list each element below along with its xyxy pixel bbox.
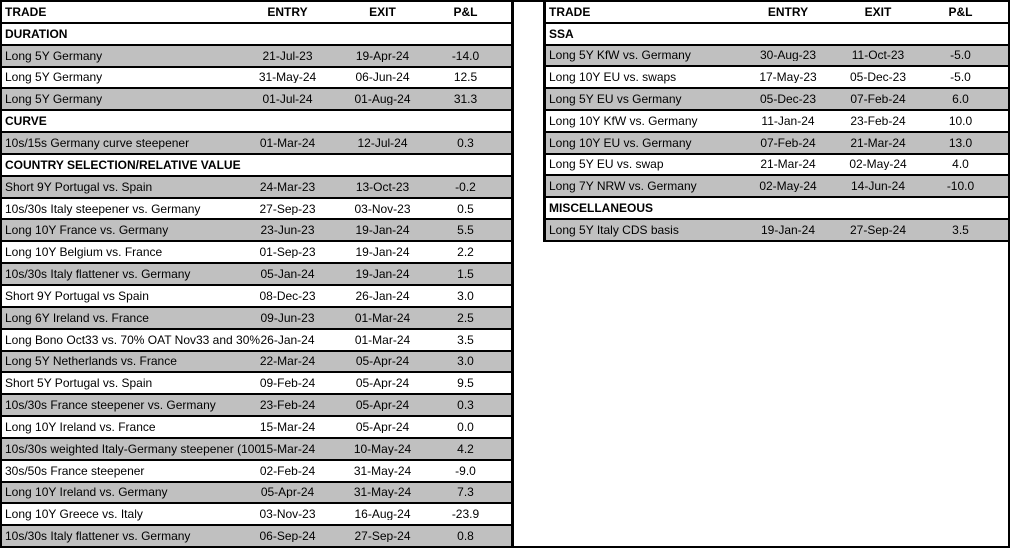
trade-row: [2, 264, 511, 286]
exit-date-cell: 12-Jul-24: [357, 136, 408, 149]
entry-date-cell: 09-Feb-24: [259, 377, 316, 390]
pnl-value-cell: 3.0: [457, 355, 474, 368]
trade-row: [546, 89, 1008, 111]
trade-row: [2, 89, 511, 111]
trade-name-cell: 10s/30s Italy flattener vs. Germany: [5, 267, 191, 282]
pnl-value-cell: 4.2: [457, 442, 474, 455]
entry-date-cell: 15-Mar-24: [259, 442, 316, 455]
pnl-value-cell: 3.5: [952, 223, 969, 236]
trade-name-cell: Long 5Y EU vs Germany: [549, 92, 682, 107]
trade-name-cell: Long 7Y NRW vs. Germany: [549, 179, 697, 194]
exit-date-cell: 19-Jan-24: [355, 246, 410, 259]
exit-date-cell: 27-Sep-24: [354, 530, 411, 543]
pnl-value-cell: 7.3: [457, 486, 474, 499]
trade-name-cell: Long 6Y Ireland vs. France: [5, 310, 149, 325]
trade-name-cell: Short 9Y Portugal vs. Spain: [5, 179, 153, 194]
entry-date-cell: 15-Mar-24: [259, 420, 316, 433]
trade-row: [2, 286, 511, 308]
exit-date-cell: 05-Apr-24: [355, 420, 410, 433]
trade-name-cell: Long Bono Oct33 vs. 70% OAT Nov33 and 30%: [5, 332, 261, 347]
entry-date-cell: 19-Jan-24: [760, 223, 816, 236]
exit-date-cell: 10-May-24: [353, 442, 412, 455]
trade-name-cell: Long 5Y Germany: [5, 70, 103, 85]
trade-row: [2, 133, 511, 155]
entry-date-cell: 07-Feb-24: [760, 136, 816, 149]
trade-name-cell: Long 5Y KfW vs. Germany: [549, 48, 691, 63]
section-title: COUNTRY SELECTION/RELATIVE VALUE: [5, 158, 241, 171]
exit-date-cell: 01-Mar-24: [354, 333, 411, 346]
pnl-value-cell: 13.0: [948, 136, 973, 149]
entry-date-cell: 01-Mar-24: [259, 136, 316, 149]
entry-date-cell: 23-Feb-24: [259, 399, 316, 412]
exit-date-cell: 01-Mar-24: [354, 311, 411, 324]
pnl-value-cell: 10.0: [948, 114, 973, 127]
exit-date-cell: 21-Mar-24: [850, 136, 906, 149]
column-header-pnl: P&L: [453, 5, 478, 18]
trade-name-cell: Short 5Y Portugal vs. Spain: [5, 376, 153, 391]
pnl-value-cell: 5.5: [457, 224, 474, 237]
trade-name-cell: Long 10Y Greece vs. Italy: [5, 507, 143, 522]
pnl-value-cell: 0.3: [457, 399, 474, 412]
trade-name-cell: 10s/30s Italy steepener vs. Germany: [5, 201, 201, 216]
pnl-value-cell: 0.8: [457, 530, 474, 543]
entry-date-cell: 23-Jun-23: [260, 224, 315, 237]
entry-date-cell: 22-Mar-24: [259, 355, 316, 368]
trade-name-cell: Long 10Y EU vs. Germany: [549, 135, 692, 150]
pnl-value-cell: 4.0: [952, 158, 969, 171]
pnl-value-cell: 3.5: [457, 333, 474, 346]
pnl-value-cell: 0.0: [457, 420, 474, 433]
entry-date-cell: 24-Mar-23: [259, 180, 316, 193]
entry-date-cell: 31-May-24: [258, 71, 317, 84]
pnl-value-cell: -10.0: [946, 180, 975, 193]
trade-name-cell: Long 10Y Belgium vs. France: [5, 245, 163, 260]
exit-date-cell: 31-May-24: [353, 486, 412, 499]
column-header-entry: ENTRY: [767, 5, 809, 18]
trade-name-cell: Short 9Y Portugal vs Spain: [5, 288, 149, 303]
trade-name-cell: Long 10Y EU vs. swaps: [549, 70, 677, 85]
trade-row: [2, 242, 511, 264]
column-header-trade: TRADE: [549, 4, 591, 19]
exit-date-cell: 31-May-24: [353, 464, 412, 477]
exit-date-cell: 19-Jan-24: [355, 268, 410, 281]
pnl-value-cell: 2.5: [457, 311, 474, 324]
pnl-value-cell: -14.0: [451, 49, 480, 62]
trade-row: [2, 199, 511, 221]
trade-name-cell: Long 5Y Italy CDS basis: [549, 222, 679, 237]
trade-name-cell: 10s/30s France steepener vs. Germany: [5, 398, 216, 413]
entry-date-cell: 05-Apr-24: [260, 486, 315, 499]
trade-row: [546, 133, 1008, 155]
trade-name-cell: Long 5Y Germany: [5, 48, 103, 63]
exit-date-cell: 03-Nov-23: [354, 202, 411, 215]
entry-date-cell: 06-Sep-24: [259, 530, 316, 543]
section-title: MISCELLANEOUS: [549, 202, 654, 215]
trade-name-cell: 30s/50s France steepener: [5, 463, 145, 478]
trade-row: [2, 220, 511, 242]
column-header-entry: ENTRY: [267, 5, 308, 18]
entry-date-cell: 21-Jul-23: [262, 49, 313, 62]
exit-date-cell: 13-Oct-23: [355, 180, 410, 193]
entry-date-cell: 09-Jun-23: [260, 311, 315, 324]
trade-row: [546, 111, 1008, 133]
pnl-value-cell: 1.5: [457, 268, 474, 281]
trade-row: [2, 373, 511, 395]
trade-row: [2, 308, 511, 330]
trade-row: [546, 67, 1008, 89]
entry-date-cell: 01-Sep-23: [259, 246, 316, 259]
trade-row: [546, 220, 1008, 242]
trade-name-cell: Long 10Y Ireland vs. Germany: [5, 485, 168, 500]
pnl-value-cell: -0.2: [455, 180, 476, 193]
trade-row: [2, 330, 511, 352]
pnl-value-cell: -9.0: [455, 464, 476, 477]
exit-date-cell: 01-Aug-24: [354, 93, 411, 106]
trade-name-cell: 10s/30s weighted Italy-Germany steepener (100: [5, 441, 262, 456]
table-header-row: [546, 2, 1008, 24]
section-title: SSA: [549, 27, 574, 40]
exit-date-cell: 05-Apr-24: [355, 399, 410, 412]
pnl-value-cell: 9.5: [457, 377, 474, 390]
column-header-trade: TRADE: [5, 4, 47, 19]
entry-date-cell: 05-Jan-24: [260, 268, 315, 281]
trade-name-cell: 10s/15s Germany curve steepener: [5, 135, 190, 150]
exit-date-cell: 02-May-24: [849, 158, 907, 171]
entry-date-cell: 08-Dec-23: [259, 289, 316, 302]
exit-date-cell: 19-Apr-24: [355, 49, 410, 62]
entry-date-cell: 17-May-23: [759, 71, 817, 84]
pnl-value-cell: 0.3: [457, 136, 474, 149]
trade-row: [546, 155, 1008, 177]
pnl-value-cell: 6.0: [952, 93, 969, 106]
exit-date-cell: 05-Apr-24: [355, 377, 410, 390]
trade-name-cell: 10s/30s Italy flattener vs. Germany: [5, 529, 191, 544]
pnl-value-cell: 31.3: [453, 93, 478, 106]
trade-row: [2, 526, 511, 546]
trade-row: [2, 504, 511, 526]
pnl-value-cell: -5.0: [950, 49, 971, 62]
exit-date-cell: 11-Oct-23: [851, 49, 905, 62]
table-header-row: [2, 2, 511, 24]
pnl-value-cell: 12.5: [453, 71, 478, 84]
section-header-row: [546, 198, 1008, 220]
entry-date-cell: 02-Feb-24: [259, 464, 316, 477]
trade-row: [546, 46, 1008, 68]
pnl-value-cell: 0.5: [457, 202, 474, 215]
column-header-exit: EXIT: [369, 5, 396, 18]
exit-date-cell: 16-Aug-24: [354, 508, 411, 521]
trade-row: [2, 68, 511, 90]
trade-row: [2, 439, 511, 461]
trade-name-cell: Long 5Y Germany: [5, 92, 103, 107]
pnl-value-cell: -23.9: [451, 508, 480, 521]
exit-date-cell: 05-Dec-23: [849, 71, 907, 84]
column-header-exit: EXIT: [864, 5, 892, 18]
trades-table-left: [2, 2, 514, 546]
trade-row: [2, 461, 511, 483]
exit-date-cell: 19-Jan-24: [355, 224, 410, 237]
section-header-row: [2, 111, 511, 133]
entry-date-cell: 01-Jul-24: [262, 93, 313, 106]
exit-date-cell: 14-Jun-24: [850, 180, 906, 193]
section-title: DURATION: [5, 27, 68, 40]
section-header-row: [2, 24, 511, 46]
trade-row: [2, 483, 511, 505]
trade-row: [2, 352, 511, 374]
exit-date-cell: 05-Apr-24: [355, 355, 410, 368]
section-header-row: [2, 155, 511, 177]
trade-name-cell: Long 10Y KfW vs. Germany: [549, 113, 698, 128]
trade-name-cell: Long 5Y EU vs. swap: [549, 157, 664, 172]
column-header-pnl: P&L: [948, 5, 973, 18]
pnl-value-cell: 3.0: [457, 289, 474, 302]
trade-name-cell: Long 5Y Netherlands vs. France: [5, 354, 177, 369]
trades-table-right: [543, 2, 1008, 242]
entry-date-cell: 05-Dec-23: [759, 93, 817, 106]
entry-date-cell: 21-Mar-24: [760, 158, 816, 171]
pnl-value-cell: -5.0: [950, 71, 971, 84]
exit-date-cell: 23-Feb-24: [850, 114, 906, 127]
pnl-value-cell: 2.2: [457, 246, 474, 259]
entry-date-cell: 27-Sep-23: [259, 202, 316, 215]
section-title: CURVE: [5, 115, 47, 128]
trade-row: [546, 176, 1008, 198]
trade-row: [2, 46, 511, 68]
trade-row: [2, 177, 511, 199]
entry-date-cell: 26-Jan-24: [260, 333, 315, 346]
trade-row: [2, 417, 511, 439]
trade-name-cell: Long 10Y France vs. Germany: [5, 223, 169, 238]
exit-date-cell: 07-Feb-24: [850, 93, 906, 106]
exit-date-cell: 06-Jun-24: [355, 71, 410, 84]
trade-name-cell: Long 10Y Ireland vs. France: [5, 419, 156, 434]
section-header-row: [546, 24, 1008, 46]
exit-date-cell: 27-Sep-24: [849, 223, 907, 236]
entry-date-cell: 11-Jan-24: [761, 114, 815, 127]
trade-row: [2, 395, 511, 417]
exit-date-cell: 26-Jan-24: [355, 289, 410, 302]
entry-date-cell: 03-Nov-23: [259, 508, 316, 521]
entry-date-cell: 02-May-24: [759, 180, 817, 193]
entry-date-cell: 30-Aug-23: [759, 49, 817, 62]
